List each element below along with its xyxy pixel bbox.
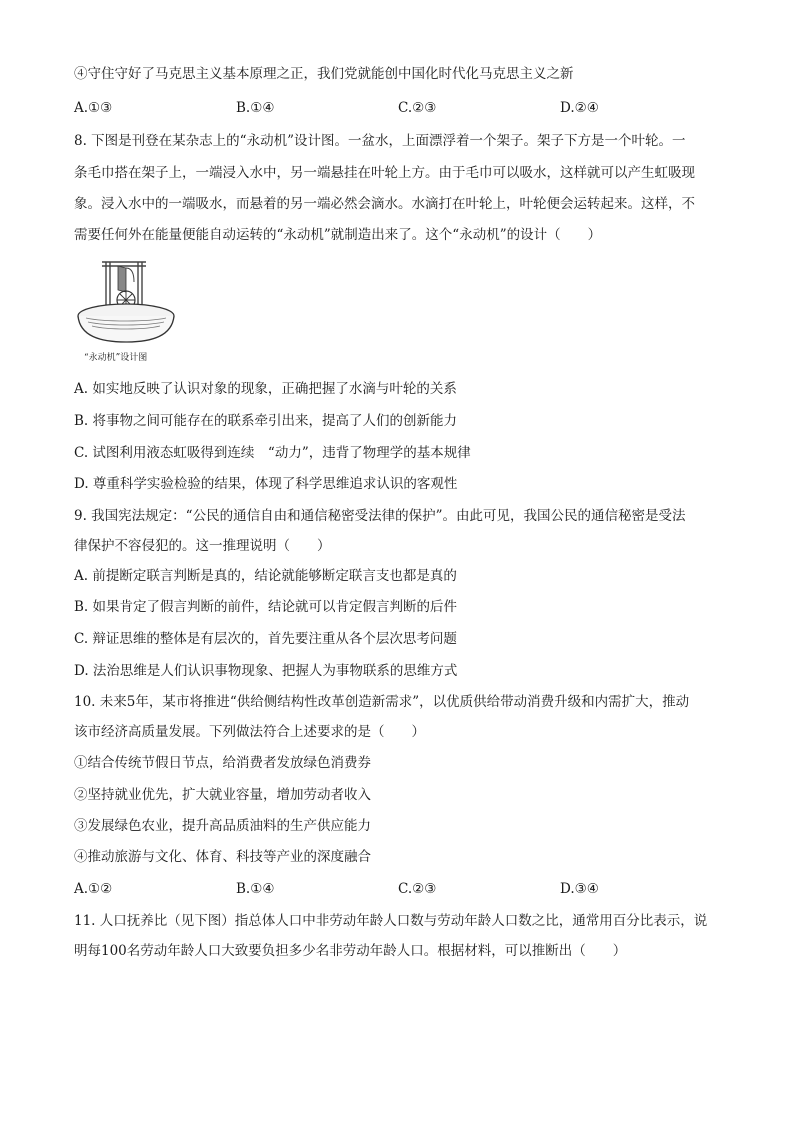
q7-option-c: C.②③ — [398, 100, 437, 116]
q10-option-c: C.②③ — [398, 881, 437, 897]
q8-stem-line-1: 8. 下图是刊登在某杂志上的“永动机”设计图。一盆水，上面漂浮着一个架子。架子下方是一个叶轮。一 — [74, 133, 686, 149]
perpetual-motion-sketch — [74, 256, 184, 348]
q7-statement-4: ④守住守好了马克思主义基本原理之正，我们党就能创中国化时代化马克思主义之新 — [74, 66, 574, 82]
q10-option-a: A.①② — [74, 881, 113, 897]
q9-option-c: C. 辩证思维的整体是有层次的，首先要注重从各个层次思考问题 — [74, 631, 457, 647]
q8-option-a: A. 如实地反映了认识对象的现象，正确把握了水滴与叶轮的关系 — [74, 381, 457, 397]
q11-stem-line-1: 11. 人口抚养比（见下图）指总体人口中非劳动年龄人口数与劳动年龄人口数之比，通常用百分比表示，说 — [74, 913, 708, 929]
q10-statement-4: ④推动旅游与文化、体育、科技等产业的深度融合 — [74, 849, 371, 865]
q9-option-b: B. 如果肯定了假言判断的前件，结论就可以肯定假言判断的后件 — [74, 599, 458, 615]
q10-options — [74, 879, 734, 899]
q7-option-a: A.①③ — [74, 100, 113, 116]
q8-option-c: C. 试图利用液态虹吸得到连续 “动力”，违背了物理学的基本规律 — [74, 445, 471, 461]
q9-stem-line-1: 9. 我国宪法规定：“公民的通信自由和通信秘密受法律的保护”。由此可见，我国公民的通信秘密是受法 — [74, 508, 686, 524]
q10-option-d: D.③④ — [560, 881, 599, 897]
q10-stem-line-2: 该市经济高质量发展。下列做法符合上述要求的是（ ） — [74, 724, 425, 740]
q7-options — [74, 98, 734, 118]
q8-option-d: D. 尊重科学实验检验的结果，体现了科学思维追求认识的客观性 — [74, 476, 458, 492]
q10-option-b: B.①④ — [236, 881, 275, 897]
q8-stem-line-2: 条毛巾搭在架子上，一端浸入水中，另一端悬挂在叶轮上方。由于毛巾可以吸水，这样就可以产生虹吸现 — [74, 165, 695, 181]
q9-option-d: D. 法治思维是人们认识事物现象、把握人为事物联系的思维方式 — [74, 663, 458, 679]
q9-option-a: A. 前提断定联言判断是真的，结论就能够断定联言支也都是真的 — [74, 568, 457, 584]
perpetual-motion-figure — [74, 256, 184, 366]
q7-option-b: B.①④ — [236, 100, 275, 116]
q10-statement-2: ②坚持就业优先，扩大就业容量，增加劳动者收入 — [74, 787, 371, 803]
q8-stem-line-4: 需要任何外在能量便能自动运转的“永动机”就制造出来了。这个“永动机”的设计（ ） — [74, 227, 602, 243]
figure-caption: “永动机”设计图 — [84, 353, 148, 363]
q8-stem-line-3: 象。浸入水中的一端吸水，而悬着的另一端必然会滴水。水滴打在叶轮上，叶轮便会运转起来。这样，不 — [74, 196, 695, 212]
q7-option-d: D.②④ — [560, 100, 599, 116]
q10-statement-3: ③发展绿色农业，提升高品质油料的生产供应能力 — [74, 818, 371, 834]
q8-option-b: B. 将事物之间可能存在的联系牵引出来，提高了人们的创新能力 — [74, 413, 458, 429]
q9-stem-line-2: 律保护不容侵犯的。这一推理说明（ ） — [74, 538, 331, 554]
q10-stem-line-1: 10. 未来5年，某市将推进“供给侧结构性改革创造新需求”，以优质供给带动消费升级和内需扩大，推动 — [74, 694, 690, 710]
q11-stem-line-2: 明每100名劳动年龄人口大致要负担多少名非劳动年龄人口。根据材料，可以推断出（ ） — [74, 943, 627, 959]
q10-statement-1: ①结合传统节假日节点，给消费者发放绿色消费券 — [74, 755, 371, 771]
